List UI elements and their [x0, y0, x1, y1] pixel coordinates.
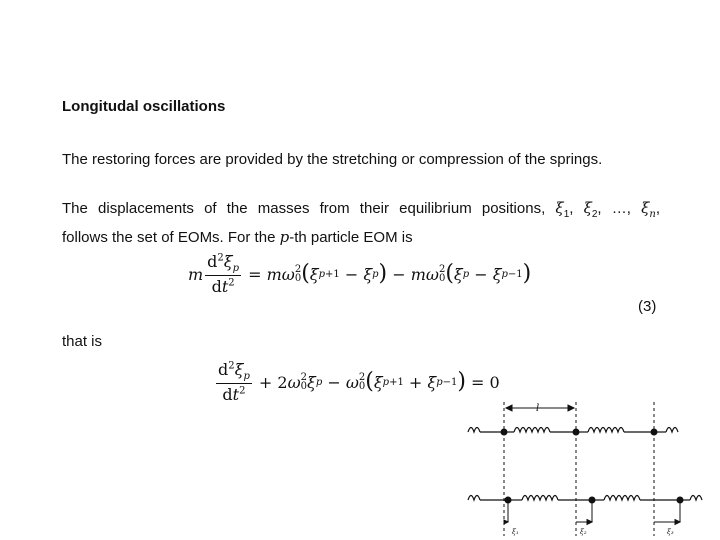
xi-3-label: ξ₃	[667, 528, 674, 536]
restoring-forces-paragraph: The restoring forces are provided by the stretching or compression of the springs.	[62, 151, 603, 168]
mass-spring-diagram	[462, 398, 720, 540]
that-is-paragraph: that is	[62, 333, 103, 350]
spacing-arrow	[506, 405, 574, 411]
spacing-label: l	[536, 403, 540, 414]
xi-1-label: ξ₁	[512, 528, 519, 536]
equilibrium-chain	[468, 428, 678, 436]
xi-2-label: ξ₂	[580, 528, 587, 536]
section-heading: Longitudal oscillations	[62, 98, 226, 115]
displacements-line-2: follows the set of EOMs. For the p-th particle EOM is	[62, 228, 413, 246]
simplified-equation: $\frac{d^2\xi_p}{dt^2}$ + 2ω 2 0 ξ p − ω 2 0 ( ξ p +1 + ξ p −1 ) = 0	[218, 360, 500, 405]
equilibrium-lines	[504, 402, 654, 536]
displacements-paragraph	[62, 197, 660, 249]
equation-number: (3)	[638, 298, 657, 315]
displacements-line-1: The displacements of the masses from their equilibrium positions, $\xi_1$, $\xi_2$, …, $\xi_n$,	[62, 199, 660, 220]
equation-of-motion: m $\frac{d^2\xi_p}{dt^2}$ = mω 2 0 ( ξ p +1 − ξ p ) − mω 2 0 ( ξ p − ξ p −1 )	[188, 252, 532, 297]
displaced-chain	[468, 496, 702, 504]
